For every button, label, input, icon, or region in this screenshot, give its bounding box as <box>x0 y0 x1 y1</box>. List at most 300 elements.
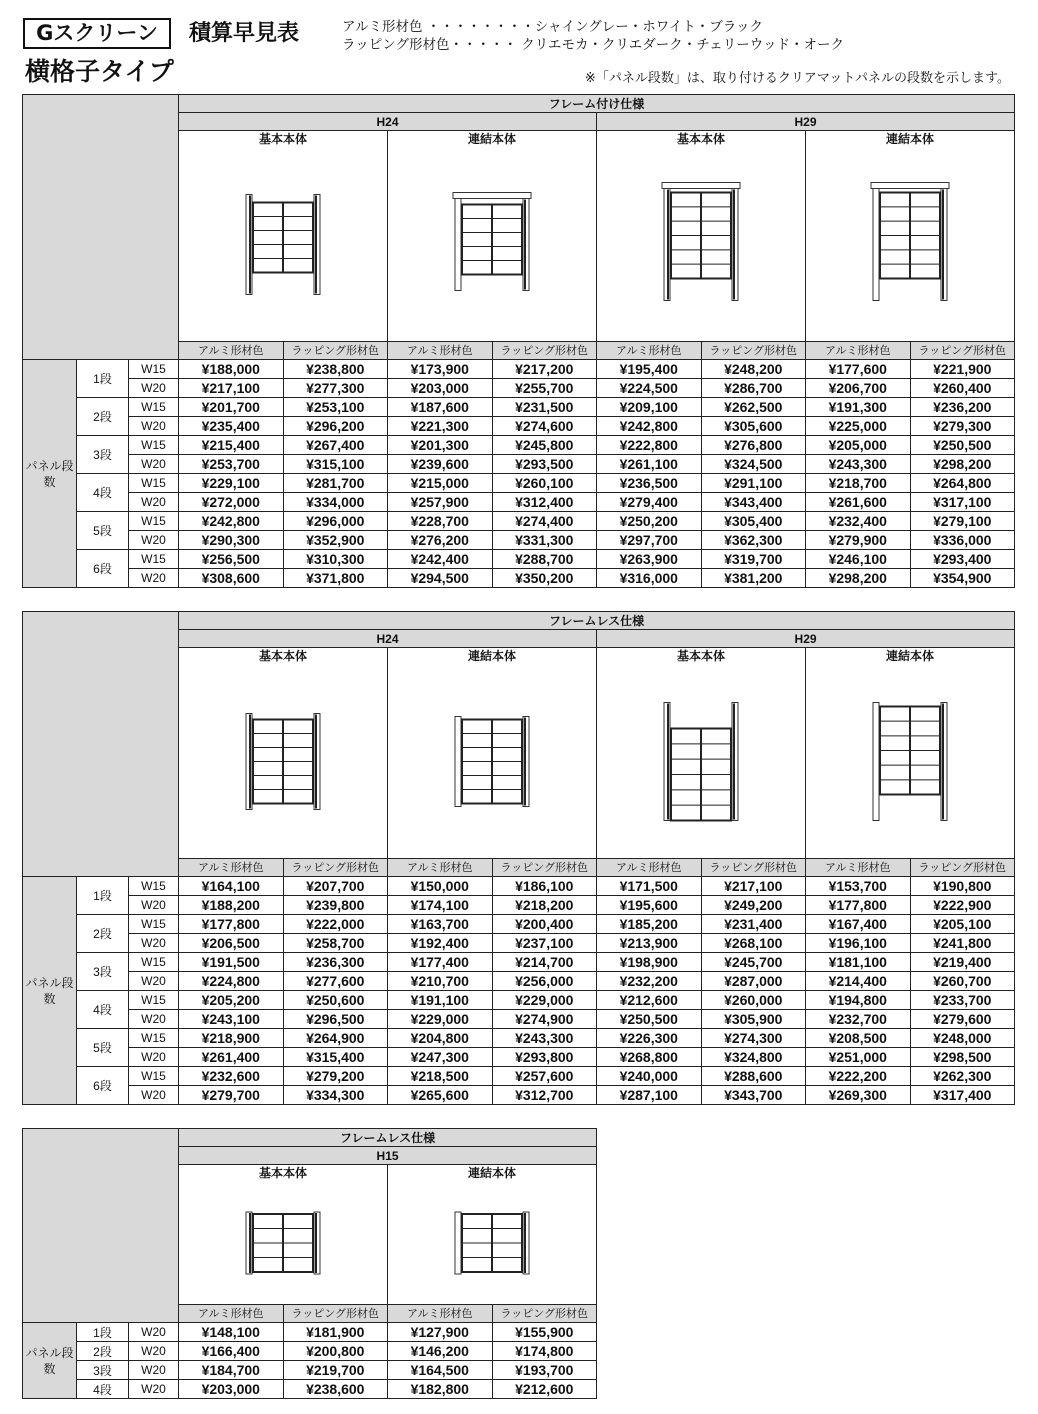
price-cell: ¥262,500 <box>701 398 806 417</box>
price-cell: ¥177,800 <box>179 915 284 934</box>
panel-stage: 2段 <box>77 915 129 953</box>
price-cell: ¥214,700 <box>492 953 597 972</box>
wrap-colors: ラッピング形材色・・・・・ クリエモカ・クリエダーク・チェリーウッド・オーク <box>342 37 845 53</box>
width-label: W15 <box>129 512 179 531</box>
price-cell: ¥293,500 <box>492 455 597 474</box>
price-cell: ¥198,900 <box>597 953 702 972</box>
panel-stage: 3段 <box>77 1361 129 1380</box>
basic-body-icon <box>641 149 761 340</box>
price-cell: ¥371,800 <box>283 569 388 588</box>
price-cell: ¥241,800 <box>910 934 1015 953</box>
price-cell: ¥249,200 <box>701 896 806 915</box>
price-cell: ¥221,300 <box>388 417 493 436</box>
price-cell: ¥296,200 <box>283 417 388 436</box>
table-row <box>23 550 1015 569</box>
price-cell: ¥350,200 <box>492 569 597 588</box>
price-cell: ¥315,400 <box>283 1048 388 1067</box>
price-cell: ¥316,000 <box>597 569 702 588</box>
width-label: W15 <box>129 474 179 493</box>
price-cell: ¥274,300 <box>701 1029 806 1048</box>
width-label: W20 <box>129 1010 179 1029</box>
table-corner <box>23 95 179 360</box>
price-cell: ¥260,000 <box>701 991 806 1010</box>
table-row <box>23 360 1015 379</box>
price-cell: ¥164,500 <box>388 1361 493 1380</box>
wrap-color-header: ラッピング形材色 <box>283 859 388 877</box>
table-row <box>23 1086 1015 1105</box>
table-row <box>23 877 1015 896</box>
basic-body-header: 基本本体 <box>179 1165 388 1182</box>
height-header: H15 <box>179 1147 597 1165</box>
price-cell: ¥174,800 <box>492 1342 597 1361</box>
table-row <box>23 1342 597 1361</box>
linked-body-icon <box>432 666 552 857</box>
price-cell: ¥239,600 <box>388 455 493 474</box>
price-cell: ¥206,500 <box>179 934 284 953</box>
width-label: W20 <box>129 972 179 991</box>
panel-count-label: パネル段数 <box>23 360 77 588</box>
basic-body-header: 基本本体 <box>179 131 388 148</box>
linked-body-header: 連結本体 <box>388 1165 597 1182</box>
price-cell: ¥294,500 <box>388 569 493 588</box>
price-cell: ¥205,200 <box>179 991 284 1010</box>
price-cell: ¥261,400 <box>179 1048 284 1067</box>
price-cell: ¥260,100 <box>492 474 597 493</box>
price-cell: ¥298,200 <box>806 569 911 588</box>
price-cell: ¥260,700 <box>910 972 1015 991</box>
table-row <box>23 953 1015 972</box>
price-cell: ¥343,700 <box>701 1086 806 1105</box>
price-cell: ¥236,300 <box>283 953 388 972</box>
price-cell: ¥257,900 <box>388 493 493 512</box>
price-cell: ¥267,400 <box>283 436 388 455</box>
product-illustration <box>179 1181 388 1305</box>
alumi-color-header: アルミ形材色 <box>388 859 493 877</box>
price-cell: ¥243,300 <box>806 455 911 474</box>
price-cell: ¥171,500 <box>597 877 702 896</box>
price-cell: ¥287,000 <box>701 972 806 991</box>
price-cell: ¥317,400 <box>910 1086 1015 1105</box>
alumi-color-header: アルミ形材色 <box>806 342 911 360</box>
price-cell: ¥308,600 <box>179 569 284 588</box>
price-cell: ¥186,100 <box>492 877 597 896</box>
panel-note: ※「パネル段数」は、取り付けるクリアマットパネルの段数を示します。 <box>584 71 1010 86</box>
alumi-color-header: アルミ形材色 <box>806 859 911 877</box>
price-table <box>22 611 1015 1105</box>
table-row <box>23 1067 1015 1086</box>
table-row <box>23 896 1015 915</box>
price-cell: ¥279,600 <box>910 1010 1015 1029</box>
linked-body-icon <box>432 149 552 340</box>
price-cell: ¥253,100 <box>283 398 388 417</box>
table-row <box>23 915 1015 934</box>
width-label: W20 <box>129 569 179 588</box>
price-cell: ¥250,500 <box>910 436 1015 455</box>
price-cell: ¥222,900 <box>910 896 1015 915</box>
price-cell: ¥190,800 <box>910 877 1015 896</box>
price-cell: ¥317,100 <box>910 493 1015 512</box>
product-illustration <box>597 147 806 342</box>
panel-stage: 5段 <box>77 1029 129 1067</box>
price-cell: ¥208,500 <box>806 1029 911 1048</box>
price-cell: ¥274,900 <box>492 1010 597 1029</box>
price-cell: ¥231,500 <box>492 398 597 417</box>
price-cell: ¥265,600 <box>388 1086 493 1105</box>
price-cell: ¥242,800 <box>179 512 284 531</box>
price-cell: ¥166,400 <box>179 1342 284 1361</box>
price-cell: ¥293,800 <box>492 1048 597 1067</box>
width-label: W20 <box>129 1048 179 1067</box>
price-cell: ¥228,700 <box>388 512 493 531</box>
price-cell: ¥263,900 <box>597 550 702 569</box>
panel-stage: 6段 <box>77 550 129 588</box>
table-row <box>23 1048 1015 1067</box>
panel-stage: 3段 <box>77 953 129 991</box>
width-label: W15 <box>129 1029 179 1048</box>
price-cell: ¥218,200 <box>492 896 597 915</box>
width-label: W20 <box>129 1342 179 1361</box>
width-label: W20 <box>129 1361 179 1380</box>
table-row <box>23 972 1015 991</box>
price-cell: ¥205,100 <box>910 915 1015 934</box>
price-cell: ¥287,100 <box>597 1086 702 1105</box>
price-cell: ¥276,800 <box>701 436 806 455</box>
panel-stage: 2段 <box>77 1342 129 1361</box>
alumi-color-header: アルミ形材色 <box>597 859 702 877</box>
price-cell: ¥288,700 <box>492 550 597 569</box>
table-row <box>23 531 1015 550</box>
linked-body-icon <box>850 149 970 340</box>
price-cell: ¥277,300 <box>283 379 388 398</box>
price-cell: ¥255,700 <box>492 379 597 398</box>
price-cell: ¥362,300 <box>701 531 806 550</box>
width-label: W15 <box>129 550 179 569</box>
price-cell: ¥243,300 <box>492 1029 597 1048</box>
price-cell: ¥226,300 <box>597 1029 702 1048</box>
price-cell: ¥217,100 <box>701 877 806 896</box>
width-label: W20 <box>129 379 179 398</box>
price-cell: ¥192,400 <box>388 934 493 953</box>
product-illustration <box>806 664 1015 859</box>
price-cell: ¥239,800 <box>283 896 388 915</box>
price-cell: ¥274,600 <box>492 417 597 436</box>
price-cell: ¥334,300 <box>283 1086 388 1105</box>
price-cell: ¥305,400 <box>701 512 806 531</box>
height-header: H24 <box>179 630 597 648</box>
panel-stage: 4段 <box>77 1380 129 1399</box>
price-cell: ¥381,200 <box>701 569 806 588</box>
wrap-color-header: ラッピング形材色 <box>492 342 597 360</box>
width-label: W20 <box>129 934 179 953</box>
price-cell: ¥260,400 <box>910 379 1015 398</box>
price-cell: ¥193,700 <box>492 1361 597 1380</box>
wrap-color-header: ラッピング形材色 <box>910 342 1015 360</box>
price-cell: ¥167,400 <box>806 915 911 934</box>
width-label: W20 <box>129 417 179 436</box>
price-cell: ¥213,900 <box>597 934 702 953</box>
linked-body-icon <box>432 1183 552 1303</box>
price-cell: ¥236,200 <box>910 398 1015 417</box>
basic-body-icon <box>223 149 343 340</box>
table-corner <box>23 612 179 877</box>
price-cell: ¥279,100 <box>910 512 1015 531</box>
price-cell: ¥248,000 <box>910 1029 1015 1048</box>
price-cell: ¥324,500 <box>701 455 806 474</box>
width-label: W15 <box>129 953 179 972</box>
price-cell: ¥191,300 <box>806 398 911 417</box>
width-label: W15 <box>129 877 179 896</box>
price-cell: ¥205,000 <box>806 436 911 455</box>
price-cell: ¥250,600 <box>283 991 388 1010</box>
price-cell: ¥261,600 <box>806 493 911 512</box>
product-illustration <box>179 664 388 859</box>
price-cell: ¥232,700 <box>806 1010 911 1029</box>
price-cell: ¥298,200 <box>910 455 1015 474</box>
product-illustration <box>388 147 597 342</box>
panel-stage: 4段 <box>77 474 129 512</box>
panel-stage: 1段 <box>77 877 129 915</box>
price-cell: ¥248,200 <box>701 360 806 379</box>
linked-body-header: 連結本体 <box>388 131 597 148</box>
price-cell: ¥279,900 <box>806 531 911 550</box>
price-cell: ¥203,000 <box>388 379 493 398</box>
table-row <box>23 379 1015 398</box>
wrap-color-header: ラッピング形材色 <box>283 342 388 360</box>
price-cell: ¥218,700 <box>806 474 911 493</box>
panel-count-label: パネル段数 <box>23 1323 77 1399</box>
price-cell: ¥277,600 <box>283 972 388 991</box>
price-cell: ¥219,700 <box>283 1361 388 1380</box>
price-cell: ¥225,000 <box>806 417 911 436</box>
panel-stage: 6段 <box>77 1067 129 1105</box>
product-illustration <box>179 147 388 342</box>
basic-body-header: 基本本体 <box>597 131 806 148</box>
width-label: W20 <box>129 1086 179 1105</box>
width-label: W15 <box>129 915 179 934</box>
price-cell: ¥224,800 <box>179 972 284 991</box>
table-row <box>23 991 1015 1010</box>
linked-body-header: 連結本体 <box>806 131 1015 148</box>
height-header: H24 <box>179 113 597 131</box>
price-cell: ¥201,700 <box>179 398 284 417</box>
price-cell: ¥296,500 <box>283 1010 388 1029</box>
brand-box: Gスクリーン <box>23 18 171 49</box>
price-cell: ¥236,500 <box>597 474 702 493</box>
product-illustration <box>388 1181 597 1305</box>
wrap-color-header: ラッピング形材色 <box>701 859 806 877</box>
panel-stage: 1段 <box>77 1323 129 1342</box>
price-cell: ¥235,400 <box>179 417 284 436</box>
price-table <box>22 1128 597 1399</box>
price-cell: ¥238,800 <box>283 360 388 379</box>
price-cell: ¥279,400 <box>597 493 702 512</box>
price-cell: ¥231,400 <box>701 915 806 934</box>
price-cell: ¥200,800 <box>283 1342 388 1361</box>
price-cell: ¥182,800 <box>388 1380 493 1399</box>
alumi-color-header: アルミ形材色 <box>597 342 702 360</box>
table-row <box>23 493 1015 512</box>
price-cell: ¥281,700 <box>283 474 388 493</box>
alumi-color-header: アルミ形材色 <box>179 1305 284 1323</box>
width-label: W20 <box>129 896 179 915</box>
price-cell: ¥319,700 <box>701 550 806 569</box>
price-cell: ¥221,900 <box>910 360 1015 379</box>
price-cell: ¥268,100 <box>701 934 806 953</box>
price-cell: ¥242,800 <box>597 417 702 436</box>
product-illustration <box>806 147 1015 342</box>
price-cell: ¥298,500 <box>910 1048 1015 1067</box>
price-cell: ¥203,000 <box>179 1380 284 1399</box>
width-label: W20 <box>129 1380 179 1399</box>
price-cell: ¥315,100 <box>283 455 388 474</box>
price-cell: ¥243,100 <box>179 1010 284 1029</box>
width-label: W15 <box>129 360 179 379</box>
price-cell: ¥246,100 <box>806 550 911 569</box>
width-label: W20 <box>129 493 179 512</box>
price-cell: ¥212,600 <box>597 991 702 1010</box>
panel-stage: 5段 <box>77 512 129 550</box>
price-cell: ¥209,100 <box>597 398 702 417</box>
price-cell: ¥229,000 <box>388 1010 493 1029</box>
panel-stage: 1段 <box>77 360 129 398</box>
basic-body-icon <box>223 1183 343 1303</box>
table-row <box>23 436 1015 455</box>
price-cell: ¥343,400 <box>701 493 806 512</box>
panel-count-label: パネル段数 <box>23 877 77 1105</box>
table-row <box>23 934 1015 953</box>
price-cell: ¥290,300 <box>179 531 284 550</box>
table-row <box>23 1029 1015 1048</box>
wrap-color-header: ラッピング形材色 <box>701 342 806 360</box>
width-label: W15 <box>129 1067 179 1086</box>
price-cell: ¥218,500 <box>388 1067 493 1086</box>
price-cell: ¥185,200 <box>597 915 702 934</box>
price-cell: ¥258,700 <box>283 934 388 953</box>
alumi-color-header: アルミ形材色 <box>179 342 284 360</box>
price-cell: ¥191,100 <box>388 991 493 1010</box>
product-illustration <box>597 664 806 859</box>
price-cell: ¥188,200 <box>179 896 284 915</box>
price-cell: ¥264,900 <box>283 1029 388 1048</box>
width-label: W20 <box>129 455 179 474</box>
page-header <box>0 0 1038 92</box>
table-row <box>23 1323 597 1342</box>
price-cell: ¥238,600 <box>283 1380 388 1399</box>
wrap-color-header: ラッピング形材色 <box>492 859 597 877</box>
price-cell: ¥177,600 <box>806 360 911 379</box>
price-cell: ¥245,800 <box>492 436 597 455</box>
price-cell: ¥250,500 <box>597 1010 702 1029</box>
price-cell: ¥261,100 <box>597 455 702 474</box>
price-cell: ¥312,400 <box>492 493 597 512</box>
price-cell: ¥279,200 <box>283 1067 388 1086</box>
price-cell: ¥240,000 <box>597 1067 702 1086</box>
spec-header: フレームレス仕様 <box>179 1129 597 1147</box>
price-cell: ¥217,100 <box>179 379 284 398</box>
alumi-color-header: アルミ形材色 <box>388 1305 493 1323</box>
price-table <box>22 94 1015 588</box>
wrap-color-header: ラッピング形材色 <box>492 1305 597 1323</box>
price-cell: ¥245,700 <box>701 953 806 972</box>
price-cell: ¥262,300 <box>910 1067 1015 1086</box>
page-subtitle: 横格子タイプ <box>25 57 174 86</box>
width-label: W20 <box>129 531 179 550</box>
price-cell: ¥269,300 <box>806 1086 911 1105</box>
price-cell: ¥219,400 <box>910 953 1015 972</box>
price-cell: ¥291,100 <box>701 474 806 493</box>
wrap-color-header: ラッピング形材色 <box>910 859 1015 877</box>
price-cell: ¥276,200 <box>388 531 493 550</box>
price-cell: ¥215,000 <box>388 474 493 493</box>
price-cell: ¥250,200 <box>597 512 702 531</box>
price-cell: ¥279,700 <box>179 1086 284 1105</box>
price-cell: ¥222,000 <box>283 915 388 934</box>
price-cell: ¥279,300 <box>910 417 1015 436</box>
price-cell: ¥232,200 <box>597 972 702 991</box>
price-cell: ¥215,400 <box>179 436 284 455</box>
price-cell: ¥218,900 <box>179 1029 284 1048</box>
table-row <box>23 1380 597 1399</box>
price-cell: ¥233,700 <box>910 991 1015 1010</box>
price-cell: ¥229,100 <box>179 474 284 493</box>
table-row <box>23 1010 1015 1029</box>
alumi-color-header: アルミ形材色 <box>179 859 284 877</box>
table-row <box>23 569 1015 588</box>
table-corner <box>23 1129 179 1323</box>
price-cell: ¥324,800 <box>701 1048 806 1067</box>
price-cell: ¥212,600 <box>492 1380 597 1399</box>
wrap-color-header: ラッピング形材色 <box>283 1305 388 1323</box>
price-cell: ¥268,800 <box>597 1048 702 1067</box>
price-cell: ¥297,700 <box>597 531 702 550</box>
table-row <box>23 417 1015 436</box>
linked-body-header: 連結本体 <box>806 648 1015 665</box>
table-row <box>23 455 1015 474</box>
price-cell: ¥127,900 <box>388 1323 493 1342</box>
page-title: 積算早見表 <box>189 21 300 46</box>
price-cell: ¥164,100 <box>179 877 284 896</box>
height-header: H29 <box>597 113 1015 131</box>
price-cell: ¥181,100 <box>806 953 911 972</box>
price-cell: ¥264,800 <box>910 474 1015 493</box>
price-cell: ¥293,400 <box>910 550 1015 569</box>
linked-body-icon <box>850 666 970 857</box>
price-cell: ¥163,700 <box>388 915 493 934</box>
price-cell: ¥187,600 <box>388 398 493 417</box>
price-cell: ¥257,600 <box>492 1067 597 1086</box>
basic-body-icon <box>641 666 761 857</box>
price-cell: ¥312,700 <box>492 1086 597 1105</box>
price-cell: ¥224,500 <box>597 379 702 398</box>
price-cell: ¥253,700 <box>179 455 284 474</box>
price-cell: ¥155,900 <box>492 1323 597 1342</box>
price-cell: ¥288,600 <box>701 1067 806 1086</box>
table-row <box>23 398 1015 417</box>
price-cell: ¥195,600 <box>597 896 702 915</box>
price-cell: ¥177,400 <box>388 953 493 972</box>
table-row <box>23 512 1015 531</box>
price-cell: ¥148,100 <box>179 1323 284 1342</box>
price-cell: ¥232,400 <box>806 512 911 531</box>
price-cell: ¥256,000 <box>492 972 597 991</box>
product-illustration <box>388 664 597 859</box>
table-row <box>23 1361 597 1380</box>
price-cell: ¥146,200 <box>388 1342 493 1361</box>
price-cell: ¥174,100 <box>388 896 493 915</box>
price-cell: ¥217,200 <box>492 360 597 379</box>
price-cell: ¥194,800 <box>806 991 911 1010</box>
panel-stage: 4段 <box>77 991 129 1029</box>
